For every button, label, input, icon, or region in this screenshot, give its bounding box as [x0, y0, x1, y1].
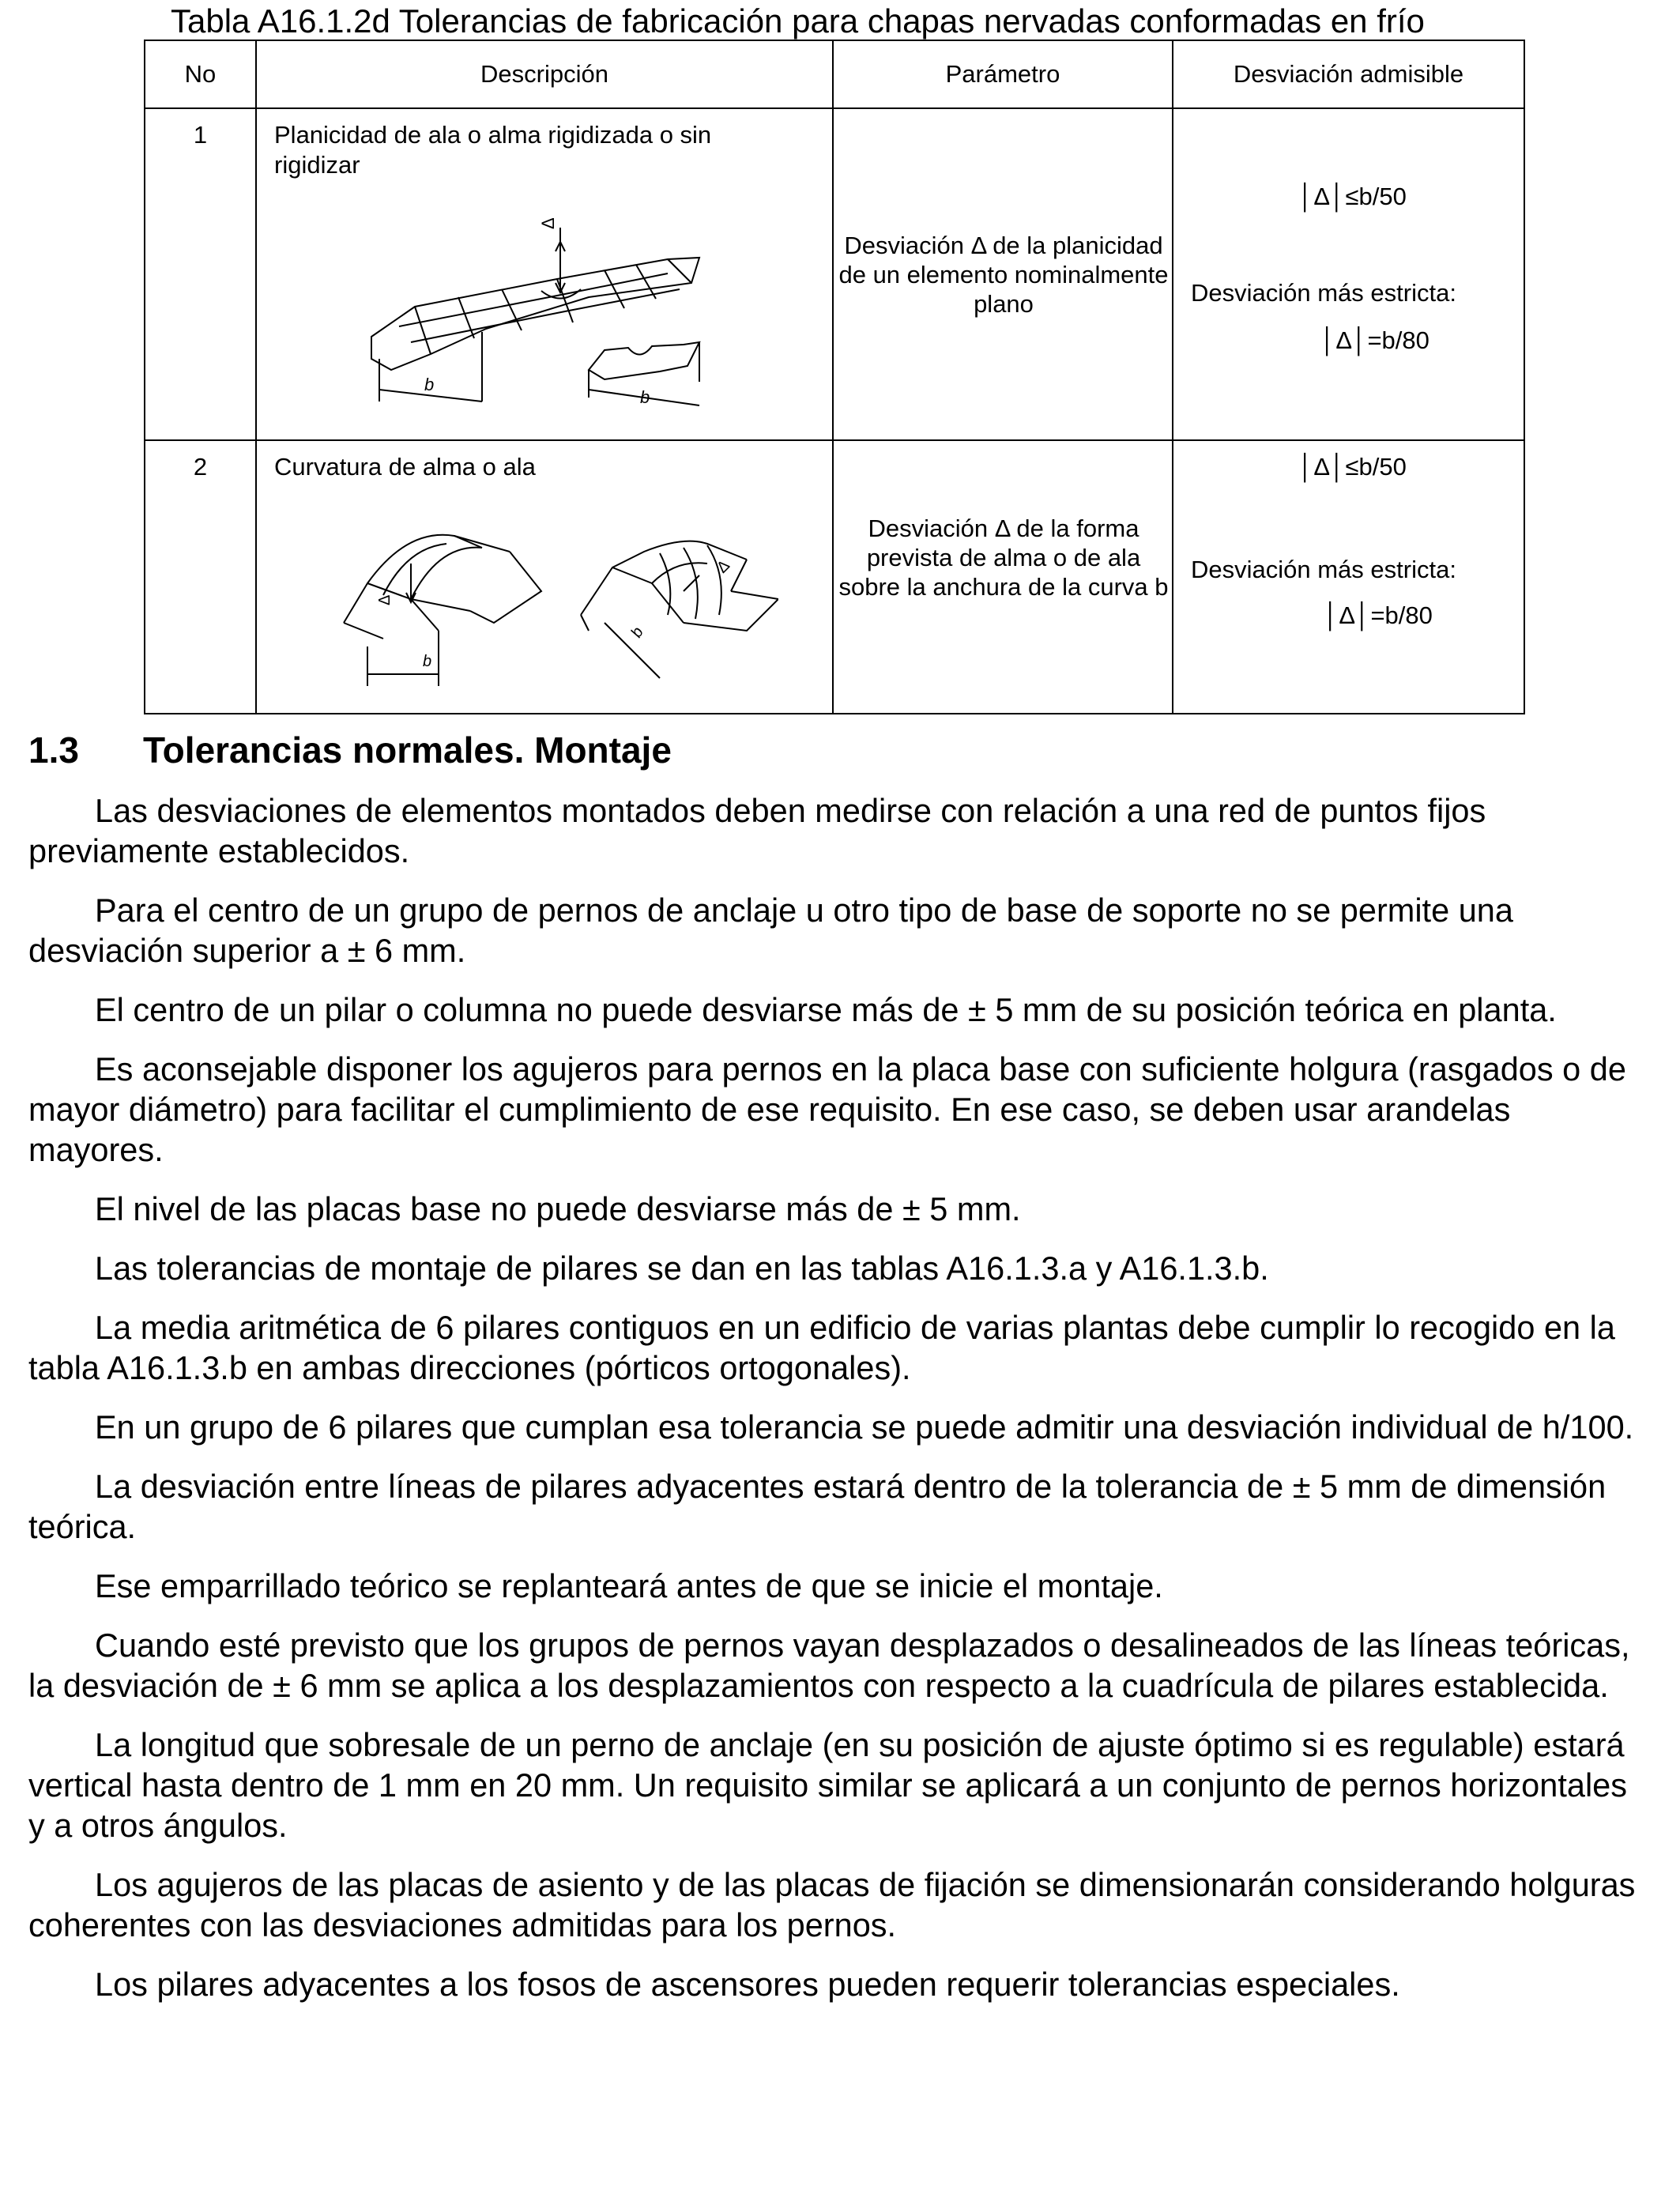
row-deviation-cell — [1173, 440, 1524, 714]
table-row — [145, 108, 1524, 440]
curvature-diagram — [336, 504, 778, 694]
curvature-b-label-1: b — [423, 653, 432, 670]
section-title: Tolerancias normales. Montaje — [143, 729, 672, 771]
section-heading — [28, 727, 672, 773]
paragraph: Los pilares adyacentes a los fosos de ascensores pueden requerir tolerancias especiales. — [95, 1966, 1400, 2003]
deviation-strict: │Δ│=b/80 — [1320, 326, 1430, 354]
tolerance-table — [144, 40, 1525, 714]
row-deviation-cell — [1173, 108, 1524, 440]
body-text — [28, 790, 1648, 2023]
flatness-b-label-1: b — [424, 375, 435, 394]
table-caption: Tabla A16.1.2d Tolerancias de fabricación para chapas nervadas conformadas en frío — [171, 2, 1425, 40]
row-parameter-cell — [833, 108, 1173, 440]
row-description-cell — [256, 108, 833, 440]
paragraph: La longitud que sobresale de un perno de anclaje (en su posición de ajuste óptimo si es regulable) estará vertical hasta dentro de 1 mm en 20 mm. Un requisito similar se aplicará a un conjunto de pernos horizontales y a otros ángulos. — [28, 1726, 1628, 1844]
table-row — [145, 440, 1524, 714]
paragraph: La desviación entre líneas de pilares adyacentes estará dentro de la tolerancia de ± 5 mm de dimensión teórica. — [28, 1468, 1607, 1545]
curvature-b-label-2: b — [627, 624, 647, 641]
row-number: 1 — [145, 108, 256, 440]
paragraph: Es aconsejable disponer los agujeros para pernos en la placa base con suficiente holgura (rasgados o de mayor diámetro) para facilitar el cumplimiento de ese requisito. En ese caso, se deben usar arandelas mayores. — [28, 1050, 1626, 1168]
row-description: Curvatura de alma o ala — [274, 453, 536, 481]
deviation-strict: │Δ│=b/80 — [1324, 601, 1433, 629]
deviation-strict-label: Desviación más estricta: — [1191, 556, 1456, 583]
paragraph: Ese emparrillado teórico se replanteará antes de que se inicie el montaje. — [95, 1567, 1163, 1604]
deviation-main: │Δ│≤b/50 — [1298, 183, 1407, 210]
row-parameter: Desviación Δ de la planicidad de un elemento nominalmente plano — [838, 232, 1169, 318]
row-parameter: Desviación Δ de la forma prevista de alma o de ala sobre la anchura de la curva b — [838, 515, 1169, 601]
paragraph: El nivel de las placas base no puede desviarse más de ± 5 mm. — [95, 1190, 1021, 1227]
header-description: Descripción — [256, 40, 833, 108]
row-description-cell — [256, 440, 833, 714]
paragraph: Las desviaciones de elementos montados deben medirse con relación a una red de puntos fijos previamente establecidos. — [28, 792, 1486, 869]
curvature-delta-label-2: Δ — [713, 556, 733, 577]
row-description: Planicidad de ala o alma rigidizada o sin rigidizar — [274, 121, 712, 179]
header-parameter: Parámetro — [833, 40, 1173, 108]
header-deviation: Desviación admisible — [1173, 40, 1524, 108]
paragraph: Para el centro de un grupo de pernos de anclaje u otro tipo de base de soporte no se permite una desviación superior a ± 6 mm. — [28, 892, 1513, 969]
deviation-main: │Δ│≤b/50 — [1298, 453, 1407, 481]
row-parameter-cell — [833, 440, 1173, 714]
header-no: No — [145, 40, 256, 108]
paragraph: La media aritmética de 6 pilares contiguos en un edificio de varias plantas debe cumplir lo recogido en la tabla A16.1.3.b en ambas direcciones (pórticos ortogonales). — [28, 1309, 1615, 1386]
paragraph: El centro de un pilar o columna no puede desviarse más de ± 5 mm de su posición teórica en planta. — [95, 991, 1557, 1028]
section-number: 1.3 — [28, 729, 79, 771]
flatness-b-label-2: b — [640, 387, 650, 407]
paragraph: En un grupo de 6 pilares que cumplan esa tolerancia se puede admitir una desviación individual de h/100. — [95, 1408, 1634, 1446]
deviation-strict-label: Desviación más estricta: — [1191, 279, 1456, 307]
flatness-diagram — [367, 204, 778, 417]
curvature-delta-label-1: Δ — [376, 594, 394, 605]
paragraph: Cuando esté previsto que los grupos de pernos vayan desplazados o desalineados de las líneas teóricas, la desviación de ± 6 mm se aplica a los desplazamientos con respecto a la cuadrícula de pilares establecida. — [28, 1627, 1630, 1704]
table-header-row — [145, 40, 1524, 108]
paragraph: Las tolerancias de montaje de pilares se dan en las tablas A16.1.3.a y A16.1.3.b. — [95, 1250, 1269, 1287]
row-number: 2 — [145, 440, 256, 714]
flatness-delta-label: Δ — [538, 217, 558, 229]
paragraph: Los agujeros de las placas de asiento y de las placas de fijación se dimensionarán considerando holguras coherentes con las desviaciones admitidas para los pernos. — [28, 1866, 1636, 1943]
